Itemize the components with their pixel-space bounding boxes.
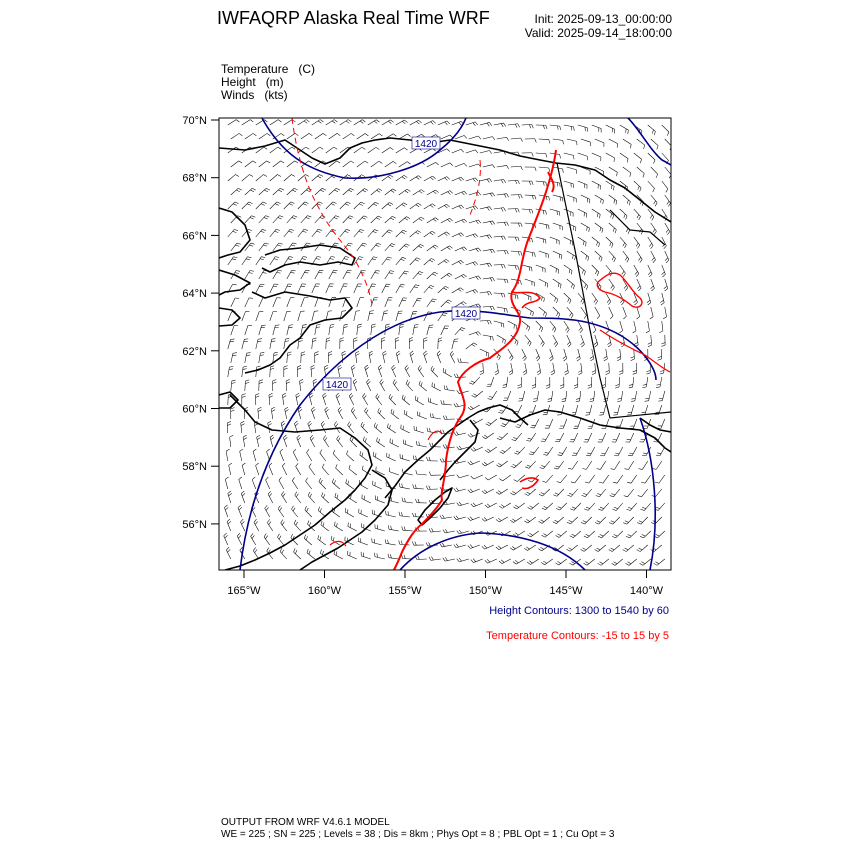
- longitude-axis: [227, 570, 663, 597]
- contour-label-west: [323, 378, 351, 391]
- lat-tick-label: 70°N: [182, 115, 207, 127]
- model-config: WE = 225 ; SN = 225 ; Levels = 38 ; Dis = 8km ; Phys Opt = 8 ; PBL Opt = 1 ; Cu Opt = 3: [221, 829, 615, 840]
- chart-title: IWFAQRP Alaska Real Time WRF: [217, 8, 490, 28]
- init-time: Init: 2025-09-13_00:00:00: [534, 12, 672, 26]
- valid-time: Valid: 2025-09-14_18:00:00: [524, 26, 672, 40]
- lat-tick-label: 62°N: [182, 345, 207, 358]
- contour-label-text: 1420: [454, 309, 478, 320]
- lon-tick-label: 150°W: [468, 585, 503, 597]
- contour-label-central: [452, 307, 480, 320]
- variable-temperature: Temperature (C): [221, 62, 316, 76]
- lat-tick-label: 60°N: [182, 403, 207, 416]
- lon-tick-label: 140°W: [629, 585, 664, 597]
- lat-tick-label: 58°N: [182, 461, 207, 474]
- lon-tick-label: 160°W: [307, 585, 342, 597]
- lat-tick-label: 66°N: [182, 230, 207, 243]
- lat-tick-label: 56°N: [182, 518, 207, 531]
- model-version: OUTPUT FROM WRF V4.6.1 MODEL: [221, 817, 390, 828]
- lon-tick-label: 145°W: [549, 585, 583, 597]
- contour-label-north: [412, 137, 440, 150]
- contour-label-text: 1420: [414, 139, 438, 150]
- contour-label-text: 1420: [325, 380, 349, 391]
- height-contours-caption: Height Contours: 1300 to 1540 by 60: [489, 605, 669, 617]
- lat-tick-label: 64°N: [182, 288, 207, 301]
- latitude-axis: [182, 115, 219, 531]
- variable-winds: Winds (kts): [221, 88, 288, 102]
- lon-tick-label: 155°W: [388, 585, 422, 597]
- temperature-contours-caption: Temperature Contours: -15 to 15 by 5: [486, 630, 669, 642]
- model-info: [221, 817, 614, 841]
- lat-tick-label: 68°N: [182, 172, 207, 185]
- variable-height: Height (m): [221, 75, 284, 89]
- lon-tick-label: 165°W: [227, 585, 261, 597]
